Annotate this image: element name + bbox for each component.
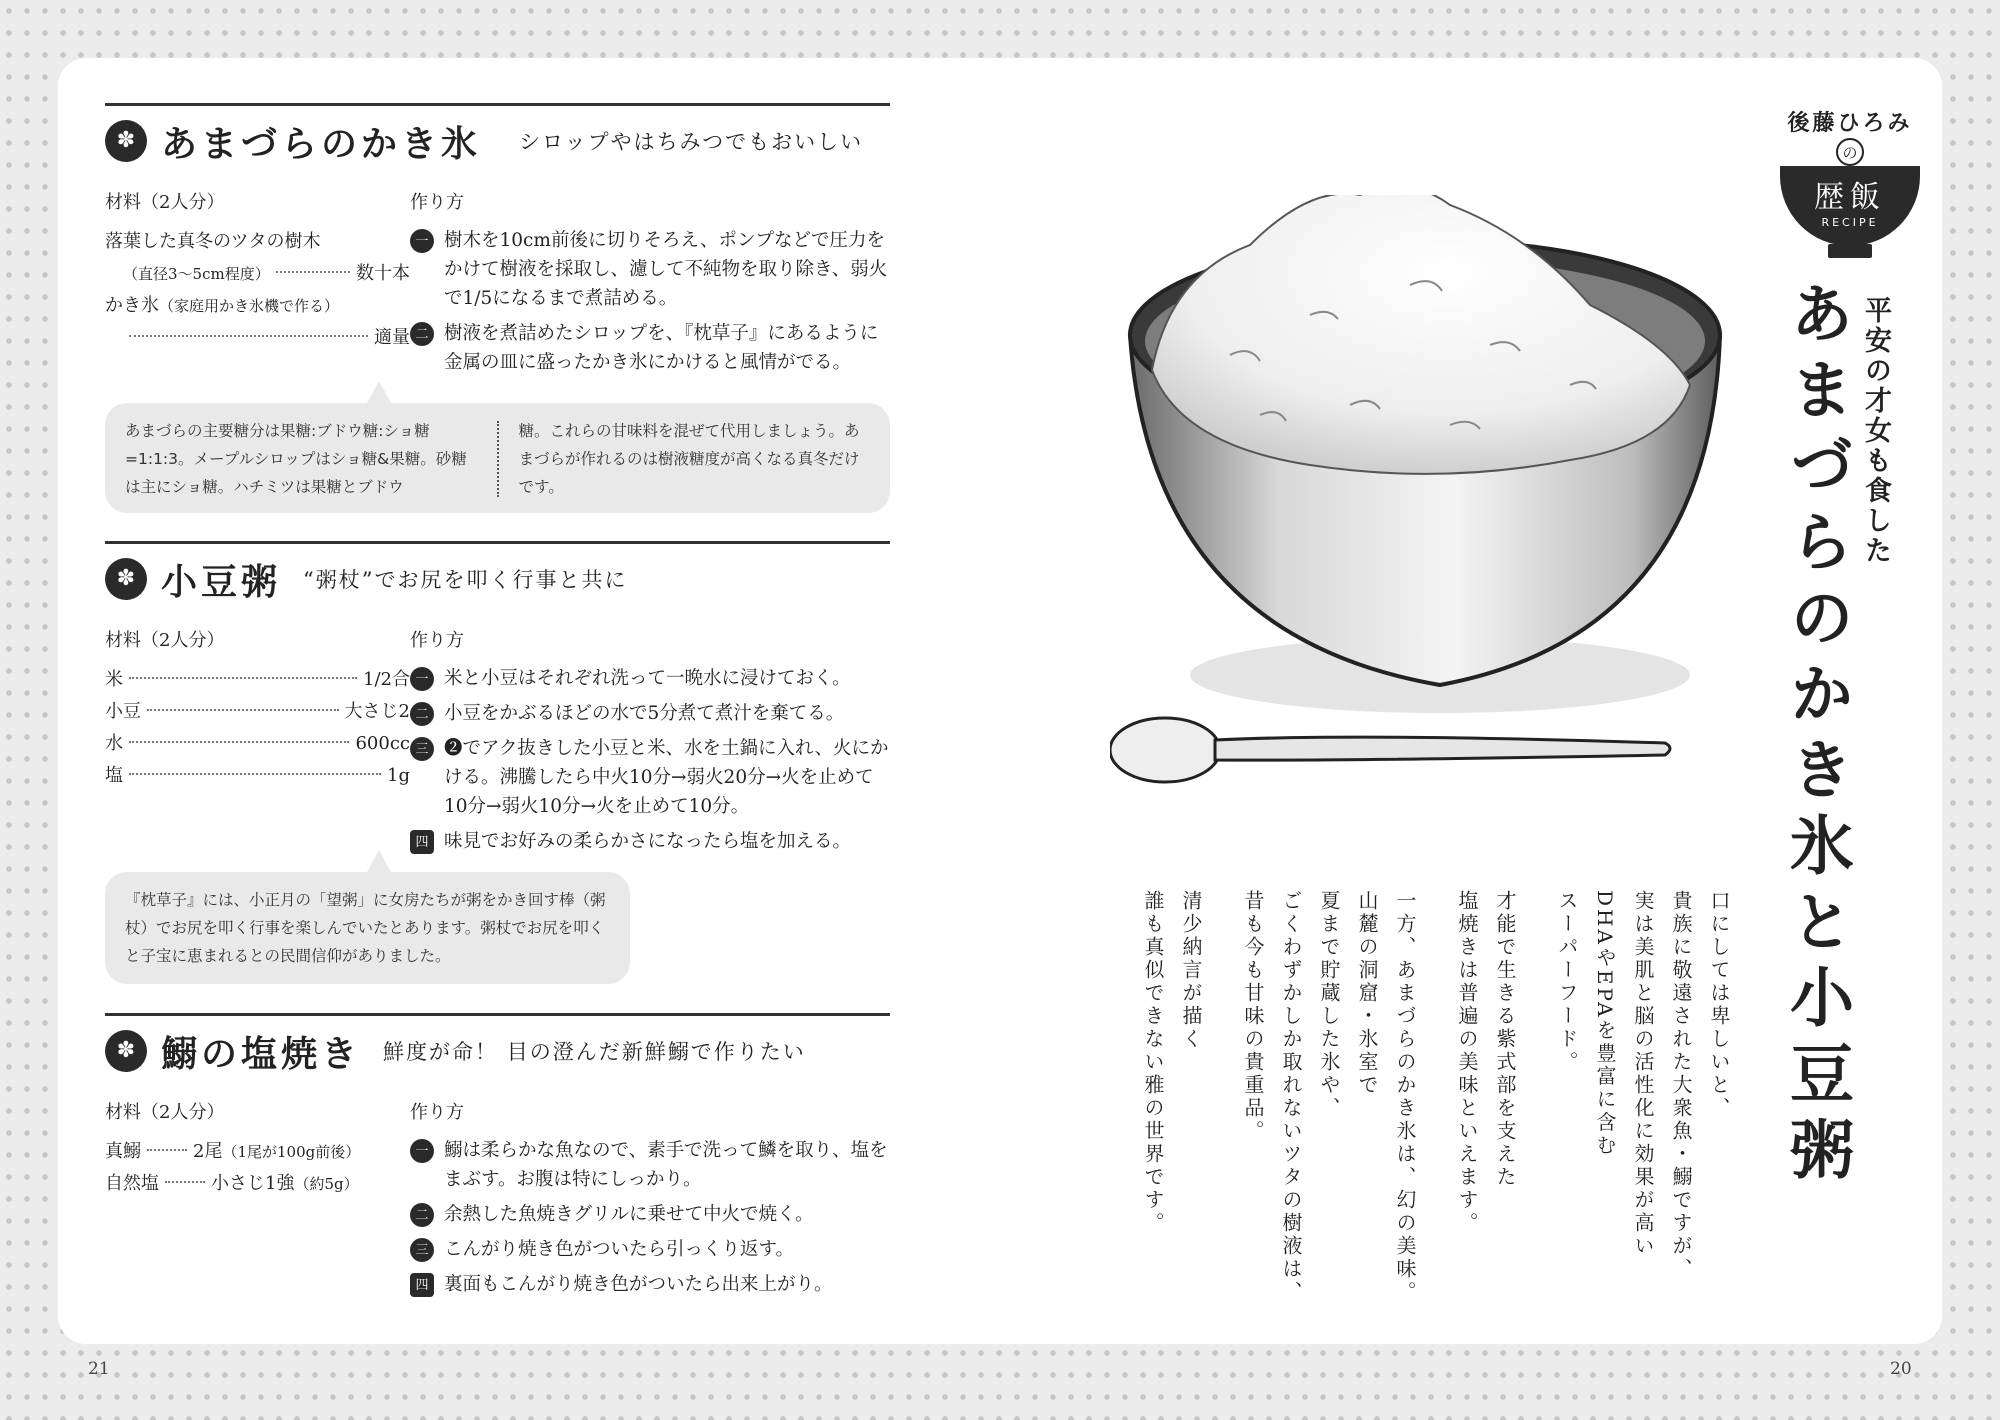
step-item bbox=[410, 1270, 890, 1299]
logo-recipe: RECIPE bbox=[1821, 216, 1879, 229]
recipe-subtitle: 鮮度が命！ 目の澄んだ新鮮鰯で作りたい bbox=[383, 1040, 806, 1064]
recipe-title: 鰯の塩焼き bbox=[161, 1032, 362, 1075]
step-number: 四 bbox=[410, 1273, 434, 1297]
steps-label: 作り方 bbox=[410, 1102, 464, 1123]
steps bbox=[410, 1098, 890, 1305]
step-number: 二 bbox=[410, 702, 434, 726]
recipe-iwashi bbox=[105, 1013, 890, 1305]
ingredients-label: 材料（2人分） bbox=[105, 192, 225, 213]
ingredient-item: 落葉した真冬のツタの樹木 bbox=[105, 231, 321, 252]
step-number: 四 bbox=[410, 830, 434, 854]
step-number: 二 bbox=[410, 1203, 434, 1227]
essay-line: ごくわずかしか取れないツタの樹液は、 bbox=[1279, 890, 1303, 1304]
step-number: 一 bbox=[410, 1139, 434, 1163]
step-item bbox=[410, 1235, 890, 1264]
series-logo bbox=[1770, 100, 1930, 270]
ingredient-item: 米 1/2合 bbox=[105, 669, 410, 690]
ingredient-item: （直径3～5cm程度） 数十本 bbox=[123, 263, 410, 284]
step-text: こんがり焼き色がついたら引っくり返す。 bbox=[444, 1239, 795, 1260]
ingredient-item: 適量 bbox=[105, 322, 410, 354]
step-item bbox=[410, 319, 890, 377]
shaved-ice-bowl-illustration bbox=[1110, 195, 1730, 815]
essay bbox=[1128, 890, 1734, 1320]
ingredient-item: 水 600cc bbox=[105, 733, 410, 754]
recipe-subtitle: “粥杖”でお尻を叩く行事と共に bbox=[303, 568, 628, 592]
essay-line: 実は美肌と脳の活性化に効果が高い bbox=[1631, 890, 1655, 1258]
step-number: 二 bbox=[410, 322, 434, 346]
essay-line: 昔も今も甘味の貴重品。 bbox=[1241, 890, 1265, 1143]
ingredient-item: 自然塩 小さじ1強 （約5g） bbox=[105, 1173, 359, 1194]
recipe-kakigori bbox=[105, 103, 890, 383]
steps bbox=[410, 626, 890, 862]
ingredients-label: 材料（2人分） bbox=[105, 630, 225, 651]
logo-no: の bbox=[1836, 138, 1864, 166]
essay-line: 夏まで貯蔵した氷や、 bbox=[1317, 890, 1341, 1120]
step-item bbox=[410, 1136, 890, 1194]
step-text: 余熱した魚焼きグリルに乗せて中火で焼く。 bbox=[444, 1204, 814, 1225]
step-number: 三 bbox=[410, 1238, 434, 1262]
recipe-header bbox=[105, 1016, 890, 1086]
headline-subtitle: 平安の才女も食した bbox=[1860, 296, 1891, 566]
step-item bbox=[410, 734, 890, 821]
step-text: 樹木を10cm前後に切りそろえ、ポンプなどで圧力をかけて樹液を採取し、濾して不純物を取り除き、弱火で1/5になるまで煮詰める。 bbox=[444, 230, 888, 309]
spoon bbox=[1110, 718, 1670, 782]
step-item bbox=[410, 699, 890, 728]
essay-line: DHAやEPAを豊富に含む bbox=[1593, 890, 1617, 1158]
headline-title: あまづらのかき氷と小豆粥 bbox=[1779, 280, 1854, 1192]
essay-line: 口にしては卑しいと、 bbox=[1707, 890, 1731, 1120]
flower-icon: ✽ bbox=[105, 1030, 147, 1072]
flower-icon: ✽ bbox=[105, 558, 147, 600]
essay-line: スーパーフード。 bbox=[1555, 890, 1579, 1074]
step-number: 三 bbox=[410, 737, 434, 761]
recipe-title: あまづらのかき氷 bbox=[161, 122, 482, 165]
step-text: 樹液を煮詰めたシロップを、『枕草子』にあるように金属の皿に盛ったかき氷にかけると風情がでる。 bbox=[444, 323, 879, 373]
shaved-ice bbox=[1152, 195, 1690, 474]
note-text: あまづらの主要糖分は果糖:ブドウ糖:ショ糖=1:1:3。メープルシロップはショ糖&果糖。砂糖は主にショ糖。ハチミツは果糖とブドウ bbox=[125, 422, 467, 496]
essay-line: 塩焼きは普遍の美味といえます。 bbox=[1455, 890, 1479, 1235]
step-number: 一 bbox=[410, 229, 434, 253]
step-text: 味見でお好みの柔らかさになったら塩を加える。 bbox=[444, 831, 852, 852]
recipe-azuki-gayu bbox=[105, 541, 890, 862]
step-item bbox=[410, 226, 890, 313]
step-text: 米と小豆はそれぞれ洗って一晩水に浸けておく。 bbox=[444, 668, 851, 689]
essay-line: 才能で生きる紫式部を支えた bbox=[1493, 890, 1517, 1189]
ingredients bbox=[105, 188, 410, 383]
ingredient-item: かき氷（家庭用かき氷機で作る） bbox=[105, 295, 340, 316]
steps-label: 作り方 bbox=[410, 192, 464, 213]
ingredient-item: 真鰯 2尾 （1尾が100g前後） bbox=[105, 1141, 361, 1162]
logo-author: 後藤ひろみ bbox=[1787, 110, 1913, 136]
recipe-subtitle: シロップやはちみつでもおいしい bbox=[519, 130, 864, 154]
essay-line: 誰も真似できない雅の世界です。 bbox=[1141, 890, 1165, 1235]
logo-kanji: 歴飯 bbox=[1814, 180, 1886, 215]
ingredients-label: 材料（2人分） bbox=[105, 1102, 225, 1123]
step-number: 一 bbox=[410, 667, 434, 691]
steps bbox=[410, 188, 890, 383]
step-item bbox=[410, 664, 890, 693]
step-text: ❷でアク抜きした小豆と米、水を土鍋に入れ、火にかける。沸騰したら中火10分→弱火20分→火を止めて10分→弱火10分→火を止めて10分。 bbox=[444, 738, 889, 817]
step-text: 鰯は柔らかな魚なので、素手で洗って鱗を取り、塩をまぶす。お腹は特にしっかり。 bbox=[444, 1140, 888, 1190]
recipe-header bbox=[105, 106, 890, 176]
note-text: 『枕草子』には、小正月の「望粥」に女房たちが粥をかき回す棒（粥杖）でお尻を叩く行事を楽しんでいたとあります。粥杖でお尻を叩くと子宝に恵まれるとの民間信仰がありました。 bbox=[125, 891, 606, 965]
page-number-left: 21 bbox=[88, 1359, 110, 1379]
steps-label: 作り方 bbox=[410, 630, 464, 651]
note-bubble bbox=[105, 872, 630, 984]
page-number-right: 20 bbox=[1890, 1359, 1912, 1379]
flower-icon: ✽ bbox=[105, 120, 147, 162]
step-item bbox=[410, 1200, 890, 1229]
step-text: 裏面もこんがり焼き色がついたら出来上がり。 bbox=[444, 1274, 833, 1295]
recipe-title: 小豆粥 bbox=[161, 560, 282, 603]
note-bubble bbox=[105, 403, 890, 513]
step-item bbox=[410, 827, 890, 856]
step-text: 小豆をかぶるほどの水で5分煮て煮汁を棄てる。 bbox=[444, 703, 845, 724]
essay-line: 一方、あまづらのかき氷は、幻の美味。 bbox=[1393, 890, 1417, 1304]
ingredient-item: 塩 1g bbox=[105, 765, 410, 786]
essay-line: 山麓の洞窟・氷室で bbox=[1355, 890, 1379, 1097]
essay-line: 貴族に敬遠された大衆魚・鰯ですが、 bbox=[1669, 890, 1693, 1281]
ingredients bbox=[105, 626, 410, 862]
essay-line: 清少納言が描く bbox=[1179, 890, 1203, 1051]
ingredient-item: 小豆 大さじ2 bbox=[105, 701, 410, 722]
bowl-foot bbox=[1828, 244, 1872, 258]
note-text: 糖。これらの甘味料を混ぜて代用しましょう。あまづらが作れるのは樹液糖度が高くなる真冬だけです。 bbox=[518, 422, 860, 496]
ingredients bbox=[105, 1098, 410, 1305]
recipe-header bbox=[105, 544, 890, 614]
